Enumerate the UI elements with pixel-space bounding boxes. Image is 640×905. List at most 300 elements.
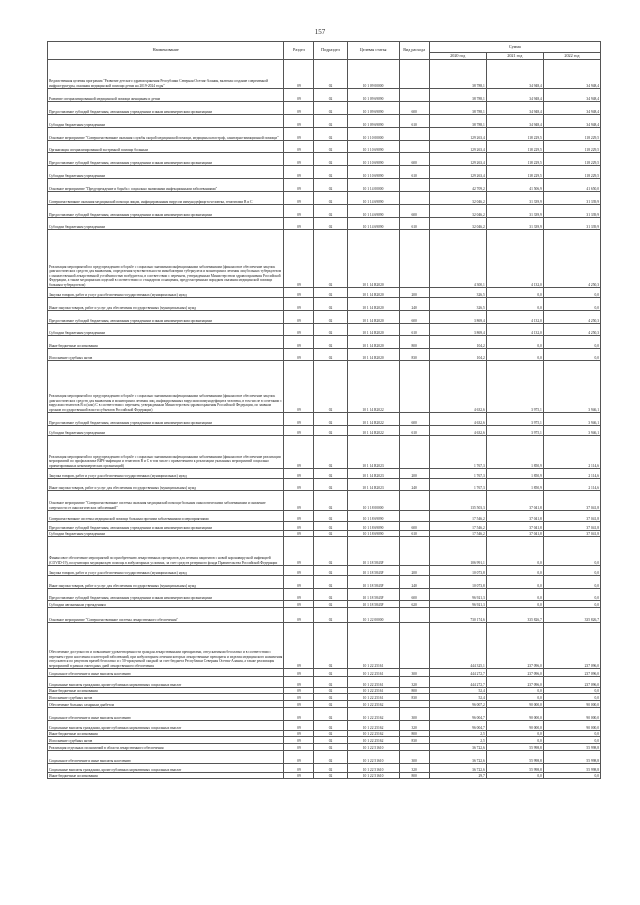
cell-expense-kind: 200 [399,469,429,479]
cell-subsection: 02 [314,608,347,623]
cell-sum-2020: 42 709,2 [429,179,486,192]
cell-section: 09 [284,601,314,608]
cell-sum-2022: 90 000,0 [543,701,600,708]
cell-sum-2020: 135 503,3 [429,491,486,511]
table-row [48,179,601,192]
cell-expense-kind: 800 [399,688,429,694]
budget-table [47,41,601,779]
cell-section: 09 [284,773,314,779]
cell-sum-2021: 3 975,1 [486,361,543,413]
cell-sum-2022: 37 041,8 [543,511,600,522]
cell-expense-kind: 800 [399,336,429,349]
cell-name: Основное мероприятие "Совершенствование оказания службы скорой медицинской помощи, медицины катастроф, санитарно-авиационной помощи" [48,128,284,141]
cell-sum-2021: 0,0 [486,773,543,779]
cell-sum-2021: 118 229,5 [486,153,543,166]
cell-subsection: 02 [314,589,347,601]
cell-section: 09 [284,764,314,773]
table-row [48,701,601,708]
cell-name: Предоставление субсидий бюджетным, автономным учреждениям и иным некоммерческим организациям [48,205,284,218]
cell-subsection: 02 [314,491,347,511]
cell-article: 10 1 14 R2020 [347,324,399,336]
cell-expense-kind [399,491,429,511]
cell-sum-2020: 36 722,6 [429,764,486,773]
cell-sum-2022: 3 946,1 [543,361,600,413]
header-year-2021: 2021 год [486,53,543,60]
cell-sum-2020: 96 004,7 [429,708,486,721]
cell-section: 09 [284,608,314,623]
cell-section: 09 [284,166,314,179]
cell-article: 10 1 14 R2022 [347,361,399,413]
cell-section: 09 [284,311,314,324]
table-row [48,230,601,288]
table-row [48,566,601,576]
cell-section: 09 [284,537,314,566]
cell-subsection: 02 [314,566,347,576]
cell-sum-2022: 0,0 [543,694,600,701]
cell-expense-kind: 620 [399,601,429,608]
cell-sum-2021: 0,0 [486,737,543,744]
cell-expense-kind: 240 [399,298,429,311]
cell-sum-2022: 41 650,0 [543,179,600,192]
cell-subsection: 02 [314,153,347,166]
cell-name: Предоставление субсидий бюджетным, автономным учреждениям и иным некоммерческим организациям [48,522,284,531]
table-row [48,601,601,608]
cell-subsection: 02 [314,469,347,479]
table-row [48,764,601,773]
cell-subsection: 02 [314,773,347,779]
cell-section: 09 [284,522,314,531]
cell-sum-2021: 237 096,0 [486,669,543,677]
cell-sum-2022: 0,0 [543,601,600,608]
cell-sum-2020: 730 174,6 [429,608,486,623]
cell-sum-2020: 4 632,6 [429,426,486,436]
cell-sum-2021: 4 132,0 [486,230,543,288]
cell-name: Социальное обеспечение и иные выплаты населению [48,669,284,677]
cell-sum-2021: 335 826,7 [486,608,543,623]
cell-sum-2021: 0,0 [486,589,543,601]
table-row [48,60,601,89]
cell-sum-2022: 31 339,9 [543,192,600,205]
cell-article: 10 1 22 25162 [347,737,399,744]
cell-section: 09 [284,324,314,336]
cell-sum-2020: 3 869,4 [429,324,486,336]
cell-name: Обеспечение доступности и повышение удовлетворенности граждан лекарственными препаратами, отпускаемыми бесплатно и в соответствии с перечнем групп населения и категорий заболеваний, при амбулаторном лечении которых лекарственные препараты и изделия медицинского назначения отпускаются по рецептам врачей бесплатно и с 50-процентной скидкой за счет бюджета Республики Северная Осетия-Алания, а также реализация мероприятий в рамках ежегодных дней лекарственного обеспечения [48,623,284,669]
cell-article: 10 1 14 00000 [347,179,399,192]
cell-name: Социальное обеспечение и иные выплаты населению [48,751,284,764]
cell-article: 10 1 18 69090 [347,511,399,522]
cell-article: 10 1 10 00000 [347,128,399,141]
cell-section: 09 [284,298,314,311]
cell-expense-kind: 600 [399,153,429,166]
cell-subsection: 02 [314,102,347,115]
cell-sum-2022: 0,0 [543,576,600,589]
table-row [48,361,601,413]
cell-name: Предоставление субсидий бюджетным, автономным учреждениям и иным некоммерческим организациям [48,153,284,166]
cell-expense-kind [399,230,429,288]
cell-sum-2022: 0,0 [543,349,600,361]
cell-section: 09 [284,589,314,601]
cell-sum-2021: 90 000,0 [486,708,543,721]
cell-sum-2021: 55 998,8 [486,751,543,764]
cell-subsection: 02 [314,436,347,469]
cell-name: Организация специализированной экстренной помощи больным [48,141,284,153]
header-subsection: Подраздел [314,42,347,60]
cell-section: 09 [284,576,314,589]
cell-sum-2022: 0,0 [543,589,600,601]
cell-sum-2020: 52,4 [429,688,486,694]
cell-subsection: 02 [314,166,347,179]
cell-sum-2020: 32 046,2 [429,205,486,218]
cell-expense-kind: 300 [399,669,429,677]
cell-sum-2022: 90 000,0 [543,708,600,721]
cell-sum-2022: 0,0 [543,566,600,576]
cell-subsection: 02 [314,537,347,566]
cell-expense-kind: 320 [399,677,429,688]
cell-subsection: 02 [314,601,347,608]
cell-article: 10 1 14 R2020 [347,298,399,311]
cell-sum-2020: 326,5 [429,298,486,311]
cell-sum-2022: 37 041,8 [543,531,600,537]
table-row [48,479,601,491]
cell-name: Предоставление субсидий бюджетным, автономным учреждениям и иным некоммерческим организациям [48,311,284,324]
cell-sum-2020: 2,5 [429,737,486,744]
cell-article: 10 1 18 5843F [347,589,399,601]
cell-section: 09 [284,426,314,436]
cell-sum-2022: 4 250,3 [543,324,600,336]
cell-expense-kind: 610 [399,218,429,230]
cell-sum-2022: 118 229,5 [543,153,600,166]
cell-sum-2020: 326,5 [429,288,486,298]
cell-article: 10 1 18 00000 [347,491,399,511]
cell-article: 10 1 18 5843F [347,576,399,589]
cell-section: 09 [284,491,314,511]
cell-subsection: 02 [314,361,347,413]
table-row [48,537,601,566]
cell-section: 09 [284,688,314,694]
cell-subsection: 02 [314,751,347,764]
cell-name: Обеспечение больных сахарным диабетом [48,701,284,708]
cell-name: Исполнение судебных актов [48,737,284,744]
cell-article: 10 1 14 69090 [347,218,399,230]
cell-name: Реализация мероприятий по предупреждению и борьбе с социально значимыми инфекционными заболеваниями (финансовое обеспечение закупок диагностических средств для выявления и мониторинга лечения лиц, инфицированных вирусами иммунодефицита человека, в том числе в сочетании с вирусами гепатитов В и (или) С в соответствии с перечнем, утвержденным Министерством здравоохранения Российской Федерации, по заявкам органов государственной власти субъектов Российской Федерации) [48,361,284,413]
cell-sum-2021: 37 041,8 [486,531,543,537]
cell-sum-2021: 0,0 [486,537,543,566]
cell-section: 09 [284,744,314,751]
cell-sum-2021: 90 000,0 [486,701,543,708]
cell-sum-2022: 0,0 [543,288,600,298]
cell-sum-2020: 38 788,1 [429,60,486,89]
table-row [48,115,601,128]
cell-name: Совершенствование системы медицинской помощи больным прочими заболеваниями и мероприятиями [48,511,284,522]
cell-sum-2020: 4 632,6 [429,413,486,426]
cell-sum-2022: 2 114,6 [543,479,600,491]
cell-section: 09 [284,60,314,89]
cell-subsection: 02 [314,349,347,361]
cell-sum-2021: 0,0 [486,694,543,701]
cell-name: Предоставление субсидий бюджетным, автономным учреждениям и иным некоммерческим организациям [48,413,284,426]
cell-sum-2020: 129 263,4 [429,166,486,179]
table-row [48,436,601,469]
cell-sum-2022: 0,0 [543,731,600,737]
cell-subsection: 02 [314,531,347,537]
table-row [48,324,601,336]
cell-section: 09 [284,623,314,669]
cell-article: 10 1 14 R2020 [347,311,399,324]
cell-expense-kind: 240 [399,576,429,589]
cell-sum-2020: 10 073,8 [429,566,486,576]
cell-sum-2020: 17 546,2 [429,522,486,531]
cell-subsection: 02 [314,128,347,141]
cell-subsection: 02 [314,479,347,491]
cell-sum-2020: 96 004,7 [429,721,486,731]
cell-article: 10 1 10 69090 [347,153,399,166]
cell-section: 09 [284,288,314,298]
table-row [48,708,601,721]
header-section: Раздел [284,42,314,60]
table-row [48,589,601,601]
cell-expense-kind [399,192,429,205]
header-article: Целевая статья [347,42,399,60]
cell-section: 09 [284,708,314,721]
cell-name: Предоставление субсидий бюджетным, автономным учреждениям и иным некоммерческим организациям [48,102,284,115]
cell-section: 09 [284,230,314,288]
cell-name: Иные закупки товаров, работ и услуг для обеспечения государственных (муниципальных) нужд [48,576,284,589]
cell-sum-2020: 444 272,7 [429,677,486,688]
cell-sum-2022: 0,0 [543,537,600,566]
cell-sum-2021: 0,0 [486,688,543,694]
cell-expense-kind [399,623,429,669]
cell-article: 10 1 18 5843F [347,537,399,566]
cell-article: 10 1 22 25161 [347,677,399,688]
cell-sum-2021: 237 096,0 [486,623,543,669]
cell-name: Иные бюджетные ассигнования [48,773,284,779]
cell-section: 09 [284,721,314,731]
cell-section: 09 [284,205,314,218]
cell-article: 10 1 14 R2023 [347,469,399,479]
table-row [48,773,601,779]
cell-sum-2020: 38 788,1 [429,89,486,102]
header-expense-kind: Вид расхода [399,42,429,60]
page-number: 157 [314,28,326,36]
cell-sum-2021: 3 975,1 [486,426,543,436]
cell-name: Предоставление субсидий бюджетным, автономным учреждениям и иным некоммерческим организациям [48,589,284,601]
table-row [48,677,601,688]
table-row [48,349,601,361]
cell-sum-2021: 4 132,0 [486,311,543,324]
cell-article: 10 1 22 51610 [347,751,399,764]
cell-expense-kind: 600 [399,522,429,531]
cell-name: Социальные выплаты гражданам, кроме публичных нормативных социальных выплат [48,764,284,773]
cell-expense-kind: 610 [399,166,429,179]
cell-sum-2020: 36 722,6 [429,744,486,751]
cell-sum-2020: 96 921,3 [429,601,486,608]
cell-sum-2021: 37 041,8 [486,491,543,511]
cell-expense-kind: 320 [399,764,429,773]
cell-sum-2020: 444 325,1 [429,623,486,669]
cell-sum-2021: 34 948,4 [486,115,543,128]
cell-sum-2022: 335 826,7 [543,608,600,623]
cell-sum-2020: 38 788,1 [429,102,486,115]
cell-sum-2021: 0,0 [486,336,543,349]
cell-sum-2021: 34 948,4 [486,89,543,102]
cell-section: 09 [284,479,314,491]
cell-sum-2021: 37 041,8 [486,522,543,531]
cell-name: Иные бюджетные ассигнования [48,336,284,349]
cell-section: 09 [284,361,314,413]
cell-section: 09 [284,153,314,166]
cell-subsection: 02 [314,230,347,288]
cell-name: Финансовое обеспечение мероприятий по приобретению лекарственных препаратов для лечения пациентов с новой коронавирусной инфекцией (COVID-19), получающих медицинскую помощь в амбулаторных условиях, за счет средств резервного фонда Правительства Российской Федерации [48,537,284,566]
cell-section: 09 [284,469,314,479]
cell-section: 09 [284,737,314,744]
table-row [48,737,601,744]
cell-name: Субсидии автономным учреждениям [48,601,284,608]
cell-sum-2020: 3 869,4 [429,311,486,324]
cell-section: 09 [284,192,314,205]
cell-subsection: 02 [314,701,347,708]
cell-expense-kind: 200 [399,288,429,298]
table-body [48,60,601,779]
cell-name: Социальное обеспечение и иные выплаты населению [48,708,284,721]
cell-sum-2020: 10 073,8 [429,576,486,589]
cell-sum-2022: 118 229,5 [543,166,600,179]
cell-sum-2020: 1 767,3 [429,469,486,479]
cell-sum-2022: 237 096,0 [543,669,600,677]
cell-sum-2022: 0,0 [543,298,600,311]
cell-subsection: 02 [314,694,347,701]
table-row [48,288,601,298]
cell-name: Основное мероприятие "Предупреждение и борьба с социально значимыми инфекционными заболеваниями" [48,179,284,192]
cell-section: 09 [284,677,314,688]
cell-name: Субсидии бюджетным учреждениям [48,218,284,230]
cell-sum-2020: 96 921,3 [429,589,486,601]
cell-subsection: 02 [314,205,347,218]
cell-article: 10 1 14 R2023 [347,479,399,491]
cell-name: Основное мероприятие "Совершенствование системы лекарственного обеспечения" [48,608,284,623]
cell-article: 10 1 14 R2022 [347,413,399,426]
table-row [48,153,601,166]
cell-article: 10 1 14 69090 [347,205,399,218]
table-row [48,491,601,511]
cell-name: Субсидии бюджетным учреждениям [48,324,284,336]
cell-expense-kind [399,128,429,141]
cell-article: 10 1 09 00000 [347,60,399,89]
cell-sum-2020: 4 632,6 [429,361,486,413]
cell-section: 09 [284,701,314,708]
cell-name: Социальные выплаты гражданам, кроме публичных нормативных социальных выплат [48,677,284,688]
cell-article: 10 1 18 69090 [347,531,399,537]
cell-article: 10 1 22 51610 [347,764,399,773]
cell-sum-2020: 52,4 [429,694,486,701]
cell-expense-kind: 320 [399,721,429,731]
table-row [48,426,601,436]
table-row [48,608,601,623]
cell-sum-2021: 90 000,0 [486,721,543,731]
cell-sum-2021: 1 850,9 [486,469,543,479]
table-row [48,89,601,102]
cell-sum-2022: 90 000,0 [543,721,600,731]
cell-name: Реализация мероприятий по предупреждению и борьбе с социально значимыми инфекционными заболеваниями (финансовое обеспечение закупок диагностических средств для выявления, определения чувствительности микобактерии туберкулеза и мониторинга лечения лиц больных туберкулезом с множественной лекарственной устойчивостью возбудителя, в соответствии с перечнем, утвержденным Министерством здравоохранения Российской Федерации, а также медицинских изделий в соответствии со стандартом оснащения, предусмотренным порядком оказания медицинской помощи больным туберкулезом) [48,230,284,288]
cell-section: 09 [284,669,314,677]
cell-expense-kind [399,60,429,89]
cell-sum-2021: 55 998,8 [486,764,543,773]
table-row [48,623,601,669]
cell-section: 09 [284,89,314,102]
cell-expense-kind: 600 [399,205,429,218]
cell-name: Реализация отдельных полномочий в области лекарственного обеспечения [48,744,284,751]
cell-sum-2020: 129 263,4 [429,128,486,141]
cell-name: Иные бюджетные ассигнования [48,731,284,737]
cell-name: Субсидии бюджетным учреждениям [48,115,284,128]
cell-expense-kind: 800 [399,731,429,737]
cell-sum-2022: 31 339,9 [543,218,600,230]
cell-subsection: 02 [314,677,347,688]
cell-section: 09 [284,751,314,764]
cell-sum-2021: 34 948,4 [486,60,543,89]
cell-sum-2022: 55 998,8 [543,751,600,764]
cell-name: Закупка товаров, работ и услуг для обеспечения государственных (муниципальных) нужд [48,469,284,479]
cell-expense-kind: 610 [399,324,429,336]
cell-expense-kind: 830 [399,349,429,361]
header-year-2022: 2022 год [543,53,600,60]
table-row [48,166,601,179]
cell-sum-2022: 237 096,0 [543,677,600,688]
cell-sum-2022: 34 948,4 [543,102,600,115]
cell-sum-2020: 2,5 [429,731,486,737]
cell-sum-2020: 1 767,3 [429,479,486,491]
cell-section: 09 [284,436,314,469]
cell-sum-2022: 31 339,9 [543,205,600,218]
cell-article: 10 1 22 25162 [347,721,399,731]
cell-section: 09 [284,413,314,426]
cell-article: 10 1 14 R2022 [347,426,399,436]
cell-sum-2021: 0,0 [486,566,543,576]
cell-expense-kind: 800 [399,773,429,779]
cell-expense-kind [399,361,429,413]
cell-article: 10 1 22 25161 [347,623,399,669]
table-row [48,751,601,764]
table-row [48,413,601,426]
cell-sum-2022: 34 948,4 [543,115,600,128]
cell-section: 09 [284,179,314,192]
cell-sum-2021: 3 975,1 [486,413,543,426]
cell-sum-2020: 444 272,7 [429,669,486,677]
cell-expense-kind: 830 [399,737,429,744]
header-year-2020: 2020 год [429,53,486,60]
cell-sum-2022: 237 096,0 [543,623,600,669]
cell-subsection: 02 [314,426,347,436]
table-row [48,141,601,153]
cell-article: 10 1 22 25161 [347,694,399,701]
cell-article: 10 1 22 51610 [347,773,399,779]
cell-expense-kind [399,744,429,751]
cell-sum-2020: 29,7 [429,773,486,779]
cell-article: 10 1 22 00000 [347,608,399,623]
cell-sum-2021: 0,0 [486,576,543,589]
table-row [48,522,601,531]
cell-sum-2022: 118 229,5 [543,128,600,141]
cell-sum-2020: 17 546,2 [429,531,486,537]
cell-subsection: 02 [314,192,347,205]
cell-sum-2020: 36 722,6 [429,751,486,764]
cell-sum-2021: 118 229,5 [486,141,543,153]
cell-name: Иные закупки товаров, работ и услуг для обеспечения государственных (муниципальных) нужд [48,479,284,491]
table-row [48,128,601,141]
cell-sum-2022: 34 948,4 [543,60,600,89]
cell-sum-2022: 34 948,4 [543,89,600,102]
cell-sum-2022: 0,0 [543,773,600,779]
cell-sum-2021: 0,0 [486,349,543,361]
